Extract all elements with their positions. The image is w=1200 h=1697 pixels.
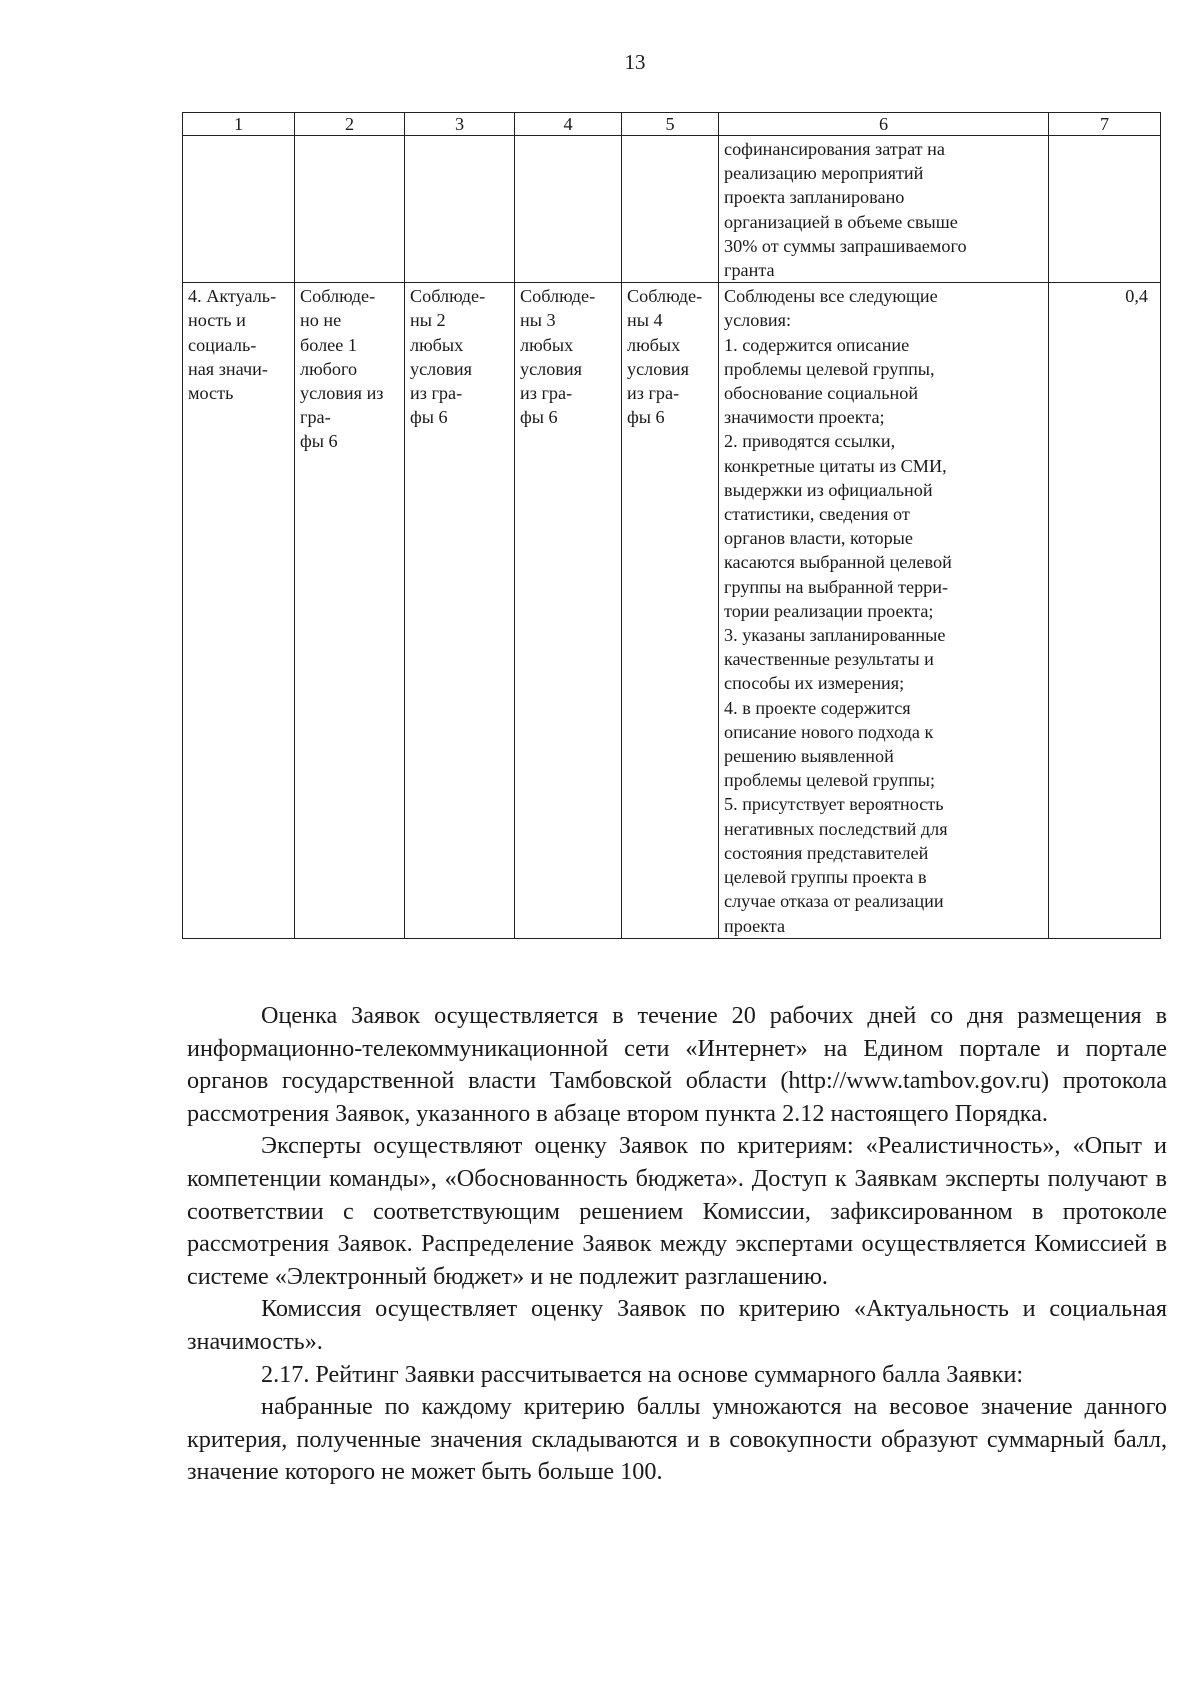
paragraph: 2.17. Рейтинг Заявки рассчитывается на основе суммарного балла Заявки:	[261, 1360, 1024, 1388]
table-cell: софинансирования затрат на реализацию мероприятий проекта запланировано организацией в объеме свыше 30% от суммы запрашиваемого гранта	[719, 136, 1049, 283]
table-cell: Соблюде- ны 3 любых условия из гра- фы 6	[515, 283, 622, 938]
column-header: 1	[183, 113, 295, 136]
table-row	[183, 136, 1161, 283]
table-cell	[295, 136, 405, 283]
table-cell	[1049, 136, 1161, 283]
conditions-cell: Соблюдены все следующие условия: 1. содержится описание проблемы целевой группы, обоснование социальной значимости проекта; 2. приводятся ссылки, конкретные цитаты из СМИ, выдержки из официальной статистики, сведения от органов власти, которые касаются выбранной целевой группы на выбранной терри- тории реализации проекта; 3. указаны запланированные качественные результаты и способы их измерения; 4. в проекте содержится описание нового подхода к решению выявленной проблемы целевой группы; 5. присутствует вероятность негативных последствий для состояния представителей целевой группы проекта в случае отказа от реализации проекта	[719, 283, 1049, 938]
table-row	[183, 283, 1161, 938]
table-cell	[515, 136, 622, 283]
column-header: 4	[515, 113, 622, 136]
paragraph: набранные по каждому критерию баллы умножаются на весовое значение данного критерия, полученные значения складываются и в совокупности образуют суммарный балл, значение которого не может быть больше 100.	[187, 1393, 1167, 1486]
criterion-name-cell: 4. Актуаль- ность и социаль- ная значи- мость	[183, 283, 295, 938]
table-cell: Соблюде- ны 4 любых условия из гра- фы 6	[622, 283, 719, 938]
page-number: 13	[624, 50, 646, 74]
body-text	[187, 1000, 1167, 1489]
column-header: 6	[719, 113, 1049, 136]
table-cell	[183, 136, 295, 283]
table-cell: Соблюде- ны 2 любых условия из гра- фы 6	[405, 283, 515, 938]
table-cell: Соблюде- но не более 1 любого условия из гра- фы 6	[295, 283, 405, 938]
table-cell	[405, 136, 515, 283]
column-header: 2	[295, 113, 405, 136]
column-header: 7	[1049, 113, 1161, 136]
criteria-table	[182, 112, 1161, 939]
column-header: 3	[405, 113, 515, 136]
weight-cell: 0,4	[1049, 283, 1161, 938]
paragraph: Эксперты осуществляют оценку Заявок по критериям: «Реалистичность», «Опыт и компетенции команды», «Обоснованность бюджета». Доступ к Заявкам эксперты получают в соответствии с соответствующим решением Комиссии, зафиксированном в протоколе рассмотрения Заявок. Распределение Заявок между экспертами осуществляется Комиссией в системе «Электронный бюджет» и не подлежит разглашению.	[187, 1132, 1167, 1290]
column-header: 5	[622, 113, 719, 136]
table-cell	[622, 136, 719, 283]
paragraph: Оценка Заявок осуществляется в течение 20 рабочих дней со дня размещения в информационно-телекоммуникационной сети «Интернет» на Едином портале и портале органов государственной власти Тамбовской области (http://www.tambov.gov.ru) протокола рассмотрения Заявок, указанного в абзаце втором пункта 2.12 настоящего Порядка.	[187, 1002, 1167, 1127]
paragraph: Комиссия осуществляет оценку Заявок по критерию «Актуальность и социальная значимость».	[187, 1295, 1167, 1355]
table-header-row	[183, 113, 1161, 136]
